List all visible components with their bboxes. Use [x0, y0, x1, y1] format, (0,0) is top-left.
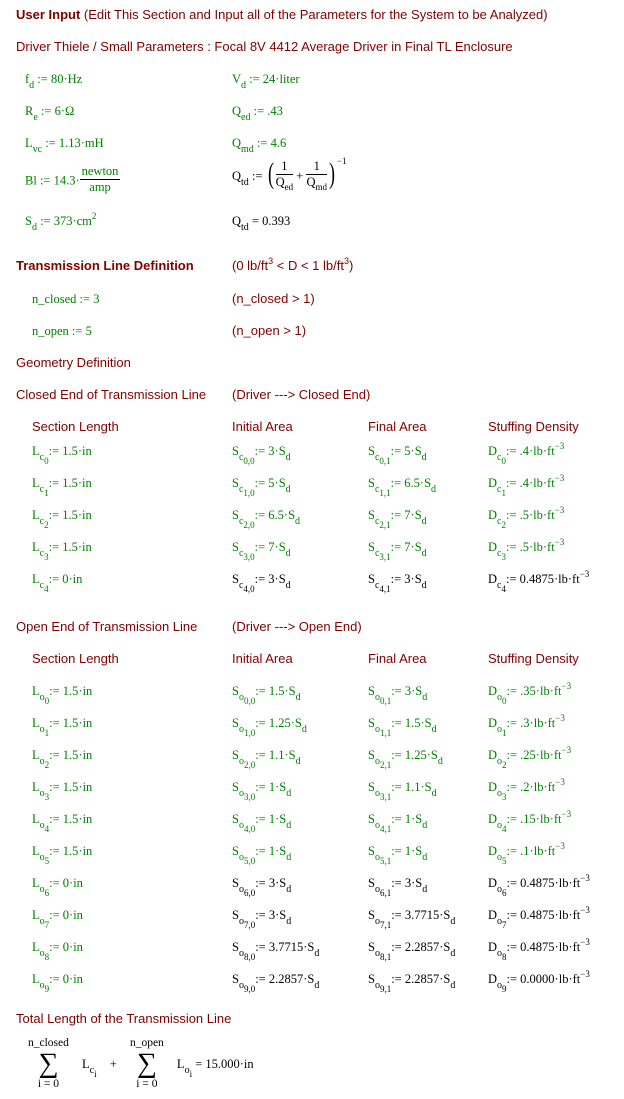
open-col-density: Stuffing Density [488, 651, 579, 666]
closed-density-2[interactable]: $D_{c2}:= .5\cdot lb\cdot ft^{-3}$ [488, 505, 565, 530]
open-length-4[interactable]: $L_{o4}:= 1.5\cdot in$ [32, 812, 93, 834]
closed-initial-area-0[interactable]: $S_{c0,0}:= 3\cdot S_d$ [232, 444, 291, 466]
open-initial-area-7: $S_{o7,0}:= 3\cdot S_d$ [232, 908, 292, 930]
closed-initial-area-1[interactable]: $S_{c1,0}:= 5\cdot S_d$ [232, 476, 291, 498]
total-length-result: = 15.000·in [195, 1056, 254, 1071]
page-title: User Input [16, 7, 81, 22]
closed-final-area-0[interactable]: $S_{c0,1}:= 5\cdot S_d$ [368, 444, 427, 466]
closed-length-1[interactable]: $L_{c1}:= 1.5\cdot in$ [32, 476, 92, 498]
param-bl[interactable]: Bl := 14.3· $\frac{\text{newton}}{\text{amp}}$ [25, 164, 119, 194]
open-col-final-area: Final Area [368, 651, 427, 666]
open-length-2[interactable]: $L_{o2}:= 1.5\cdot in$ [32, 748, 93, 770]
n-open-input[interactable]: n_open := 5 [32, 324, 92, 338]
page-subtitle: (Edit This Section and Input all of the Parameters for the System to be Analyzed) [83, 7, 548, 22]
closed-end-note: (Driver ---> Closed End) [232, 387, 371, 402]
open-final-area-7: $S_{o7,1}:= 3.7715\cdot S_d$ [368, 908, 456, 930]
closed-initial-area-2[interactable]: $S_{c2,0}:= 6.5\cdot S_d$ [232, 508, 301, 530]
driver-heading: Driver Thiele / Small Parameters : Focal 8V 4412 Average Driver in Final TL Enclosure [16, 39, 513, 54]
open-initial-area-2[interactable]: $S_{o2,0}:= 1.1\cdot S_d$ [232, 748, 301, 770]
n-open-note: (n_open > 1) [232, 323, 307, 338]
closed-final-area-4: $S_{c4,1}:= 3\cdot S_d$ [368, 572, 427, 594]
open-final-area-9: $S_{o9,1}:= 2.2857\cdot S_d$ [368, 972, 456, 994]
open-col-length: Section Length [32, 651, 119, 666]
open-length-1[interactable]: $L_{o1}:= 1.5\cdot in$ [32, 716, 93, 738]
open-density-9: $D_{o9}:= 0.0000\cdot lb\cdot ft^{-3}$ [488, 969, 590, 994]
open-final-area-8: $S_{o8,1}:= 2.2857\cdot S_d$ [368, 940, 456, 962]
open-initial-area-6: $S_{o6,0}:= 3\cdot S_d$ [232, 876, 292, 898]
closed-final-area-1[interactable]: $S_{c1,1}:= 6.5\cdot S_d$ [368, 476, 437, 498]
open-length-0[interactable]: $L_{o0}:= 1.5\cdot in$ [32, 684, 93, 706]
open-length-8[interactable]: $L_{o8}:= 0\cdot in$ [32, 940, 83, 962]
open-final-area-6: $S_{o6,1}:= 3\cdot S_d$ [368, 876, 428, 898]
header [16, 7, 548, 22]
open-length-5[interactable]: $L_{o5}:= 1.5\cdot in$ [32, 844, 93, 866]
closed-col-length: Section Length [32, 419, 119, 434]
open-final-area-0[interactable]: $S_{o0,1}:= 3\cdot S_d$ [368, 684, 428, 706]
closed-density-4: $D_{c4}:= 0.4875\cdot lb\cdot ft^{-3}$ [488, 569, 590, 594]
param-sd[interactable]: $S_d$ := $373\cdot cm^2$ [25, 211, 97, 233]
open-initial-area-0[interactable]: $S_{o0,0}:= 1.5\cdot S_d$ [232, 684, 301, 706]
open-final-area-5[interactable]: $S_{o5,1}:= 1\cdot S_d$ [368, 844, 428, 866]
open-length-3[interactable]: $L_{o3}:= 1.5\cdot in$ [32, 780, 93, 802]
open-final-area-4[interactable]: $S_{o4,1}:= 1\cdot S_d$ [368, 812, 428, 834]
open-final-area-1[interactable]: $S_{o1,1}:= 1.5\cdot S_d$ [368, 716, 437, 738]
closed-end-title: Closed End of Transmission Line [16, 387, 207, 402]
param-lvc[interactable]: $L_{vc}$ := 1.13·mH [25, 136, 104, 155]
total-length-formula: n_closed ∑ i = 0 $L_{ci}$ + n_open ∑ i = 0 $L_{oi} = 15.000\cdot in$ [28, 1037, 254, 1090]
closed-length-3[interactable]: $L_{c3}:= 1.5\cdot in$ [32, 540, 92, 562]
open-density-5[interactable]: $D_{o5}:= .1\cdot lb\cdot ft^{-3}$ [488, 841, 565, 866]
n-closed-note: (n_closed > 1) [232, 291, 315, 306]
param-vd[interactable]: $V_d$ := 24·liter [232, 72, 300, 91]
open-initial-area-1[interactable]: $S_{o1,0}:= 1.25\cdot S_d$ [232, 716, 307, 738]
qtd-formula: $Q_{td}$ := ( $\frac{1}{Q_{ed}}$ + $\frac{1}{Q_{md}}$ ) $^{-1}$ [232, 155, 347, 192]
closed-density-0[interactable]: $D_{c0}:= .4\cdot lb\cdot ft^{-3}$ [488, 441, 565, 466]
open-end-title: Open End of Transmission Line [16, 619, 198, 634]
closed-initial-area-3[interactable]: $S_{c3,0}:= 7\cdot S_d$ [232, 540, 291, 562]
open-density-0[interactable]: $D_{o0}:= .35\cdot lb\cdot ft^{-3}$ [488, 681, 572, 706]
open-density-7: $D_{o7}:= 0.4875\cdot lb\cdot ft^{-3}$ [488, 905, 590, 930]
closed-final-area-2[interactable]: $S_{c2,1}:= 7\cdot S_d$ [368, 508, 427, 530]
closed-length-2[interactable]: $L_{c2}:= 1.5\cdot in$ [32, 508, 92, 530]
param-qmd[interactable]: $Q_{md}$ := 4.6 [232, 136, 287, 155]
open-initial-area-3[interactable]: $S_{o3,0}:= 1\cdot S_d$ [232, 780, 292, 802]
density-note: (0 $lb/ft^3 < D < 1$ $lb/ft^3$) [232, 256, 354, 273]
total-length-title: Total Length of the Transmission Line [16, 1011, 232, 1026]
closed-col-final-area: Final Area [368, 419, 427, 434]
open-density-1[interactable]: $D_{o1}:= .3\cdot lb\cdot ft^{-3}$ [488, 713, 565, 738]
param-fd[interactable]: $f_d$ := 80·Hz [25, 72, 83, 91]
sum-open: n_open ∑ i = 0 [129, 1037, 164, 1090]
qtd-result: $Q_{td} = 0.393$ [232, 214, 291, 233]
open-initial-area-5[interactable]: $S_{o5,0}:= 1\cdot S_d$ [232, 844, 292, 866]
open-density-4[interactable]: $D_{o4}:= .15\cdot lb\cdot ft^{-3}$ [488, 809, 572, 834]
open-density-8: $D_{o8}:= 0.4875\cdot lb\cdot ft^{-3}$ [488, 937, 590, 962]
open-density-6: $D_{o6}:= 0.4875\cdot lb\cdot ft^{-3}$ [488, 873, 590, 898]
open-final-area-2[interactable]: $S_{o2,1}:= 1.25\cdot S_d$ [368, 748, 443, 770]
open-end-note: (Driver ---> Open End) [232, 619, 362, 634]
open-density-2[interactable]: $D_{o2}:= .25\cdot lb\cdot ft^{-3}$ [488, 745, 572, 770]
closed-density-1[interactable]: $D_{c1}:= .4\cdot lb\cdot ft^{-3}$ [488, 473, 565, 498]
geometry-heading: Geometry Definition [16, 355, 131, 370]
open-length-6[interactable]: $L_{o6}:= 0\cdot in$ [32, 876, 83, 898]
closed-density-3[interactable]: $D_{c3}:= .5\cdot lb\cdot ft^{-3}$ [488, 537, 565, 562]
open-initial-area-9: $S_{o9,0}:= 2.2857\cdot S_d$ [232, 972, 320, 994]
open-initial-area-4[interactable]: $S_{o4,0}:= 1\cdot S_d$ [232, 812, 292, 834]
open-length-9[interactable]: $L_{o9}:= 0\cdot in$ [32, 972, 83, 994]
tl-heading: Transmission Line Definition [16, 258, 194, 273]
open-final-area-3[interactable]: $S_{o3,1}:= 1.1\cdot S_d$ [368, 780, 437, 802]
closed-initial-area-4: $S_{c4,0}:= 3\cdot S_d$ [232, 572, 291, 594]
closed-length-4[interactable]: $L_{c4}:= 0\cdot in$ [32, 572, 83, 594]
closed-col-density: Stuffing Density [488, 419, 579, 434]
closed-col-initial-area: Initial Area [232, 419, 293, 434]
param-re[interactable]: $R_e$ := 6·Ω [25, 104, 75, 123]
param-qed[interactable]: $Q_{ed}$ := .43 [232, 104, 283, 123]
open-col-initial-area: Initial Area [232, 651, 293, 666]
sum-closed: n_closed ∑ i = 0 [28, 1037, 69, 1090]
open-length-7[interactable]: $L_{o7}:= 0\cdot in$ [32, 908, 83, 930]
open-initial-area-8: $S_{o8,0}:= 3.7715\cdot S_d$ [232, 940, 320, 962]
n-closed-input[interactable]: n_closed := 3 [32, 292, 100, 306]
open-density-3[interactable]: $D_{o3}:= .2\cdot lb\cdot ft^{-3}$ [488, 777, 565, 802]
closed-final-area-3[interactable]: $S_{c3,1}:= 7\cdot S_d$ [368, 540, 427, 562]
closed-length-0[interactable]: $L_{c0}:= 1.5\cdot in$ [32, 444, 92, 466]
